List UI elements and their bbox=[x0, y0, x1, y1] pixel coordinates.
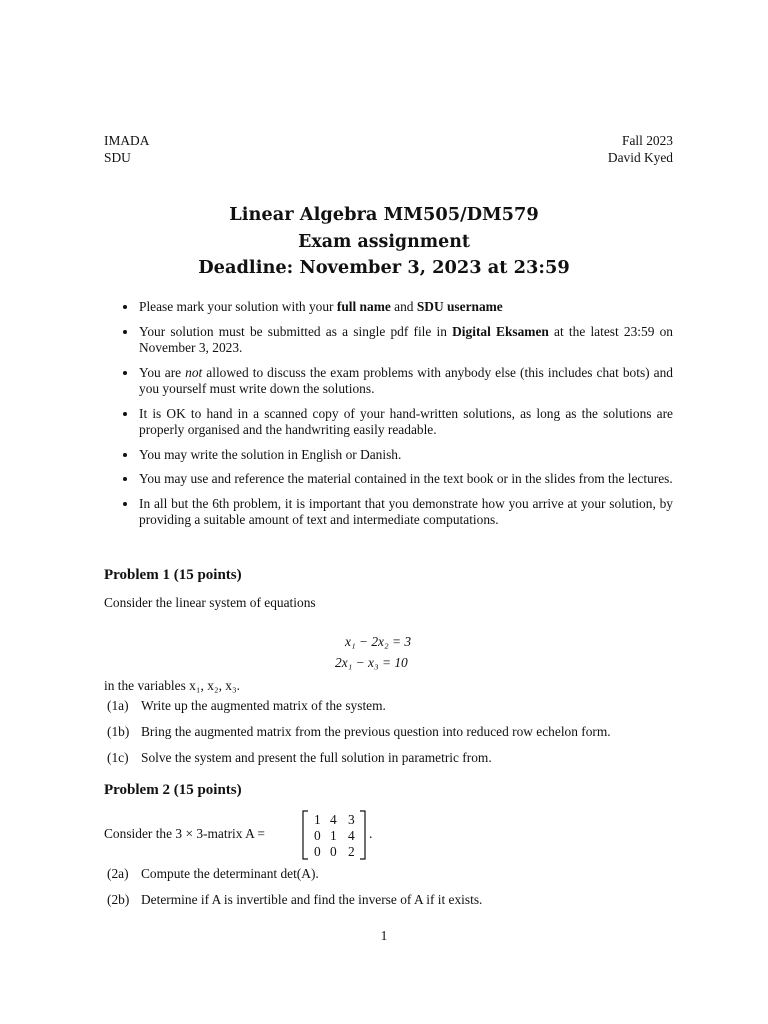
question-text: Determine if A is invertible and find the inverse of A if it exists. bbox=[141, 892, 483, 907]
instruction-item: Please mark your solution with your full name and SDU username bbox=[123, 299, 673, 316]
question-text: Compute the determinant det(A). bbox=[141, 866, 319, 881]
bullet-icon bbox=[123, 502, 127, 506]
question-label: (2b) bbox=[107, 892, 130, 907]
question-label: (1b) bbox=[107, 724, 130, 739]
question-1c bbox=[107, 750, 492, 767]
question-1a bbox=[107, 698, 386, 715]
matrix-cell: 0 bbox=[314, 844, 321, 859]
question-text: Solve the system and present the full solution in parametric from. bbox=[141, 750, 492, 765]
matrix-period: . bbox=[369, 826, 373, 841]
bullet-icon bbox=[123, 477, 127, 481]
question-2b bbox=[107, 892, 482, 909]
instruction-item: You may use and reference the material contained in the text book or in the slides from the lectures. bbox=[123, 471, 673, 488]
institute-name: IMADA bbox=[104, 133, 150, 148]
matrix-cell: 3 bbox=[348, 812, 355, 827]
semester: Fall 2023 bbox=[622, 133, 673, 148]
equation-2: 2x₁ − x₃ = 10 bbox=[335, 655, 408, 670]
question-text: Bring the augmented matrix from the previous question into reduced row echelon form. bbox=[141, 724, 611, 739]
matrix-cell: 1 bbox=[314, 812, 321, 827]
assignment-title: Exam assignment bbox=[298, 231, 470, 252]
question-label: (1a) bbox=[107, 698, 129, 713]
question-label: (1c) bbox=[107, 750, 129, 765]
problem-1-variables: in the variables x₁, x₂, x₃. bbox=[104, 678, 240, 693]
header-right bbox=[608, 133, 673, 167]
question-text: Write up the augmented matrix of the system. bbox=[141, 698, 386, 713]
instructions-list bbox=[123, 299, 673, 529]
instruction-item: It is OK to hand in a scanned copy of your hand-written solutions, as long as the solutions are properly organised and the handwriting easily readable. bbox=[123, 406, 673, 439]
course-title: Linear Algebra MM505/DM579 bbox=[229, 204, 539, 225]
bullet-icon bbox=[123, 453, 127, 457]
page-number: 1 bbox=[380, 928, 388, 943]
equation-1: x₁ − 2x₂ = 3 bbox=[345, 634, 412, 649]
matrix-cell: 0 bbox=[330, 844, 337, 859]
matrix-cell: 1 bbox=[330, 828, 337, 843]
bullet-icon bbox=[123, 305, 127, 309]
instruction-item: In all but the 6th problem, it is important that you demonstrate how you arrive at your solution, by providing a suitable amount of text and intermediate computations. bbox=[123, 496, 673, 529]
instruction-item: Your solution must be submitted as a single pdf file in Digital Eksamen at the latest 23:59 on November 3, 2023. bbox=[123, 324, 673, 357]
bullet-icon bbox=[123, 371, 127, 375]
deadline-title: Deadline: November 3, 2023 at 23:59 bbox=[198, 257, 570, 278]
bullet-icon bbox=[123, 330, 127, 334]
problem-1-title: Problem 1 (15 points) bbox=[104, 567, 242, 583]
matrix-A bbox=[302, 810, 374, 862]
question-2a bbox=[107, 866, 319, 883]
author-name: David Kyed bbox=[607, 150, 673, 165]
matrix-cell: 0 bbox=[314, 828, 321, 843]
header-left bbox=[104, 133, 149, 167]
instruction-item: You may write the solution in English or Danish. bbox=[123, 447, 673, 464]
question-label: (2a) bbox=[107, 866, 129, 881]
bullet-icon bbox=[123, 412, 127, 416]
question-1b bbox=[107, 724, 611, 741]
title-block bbox=[0, 202, 768, 282]
problem-1-intro: Consider the linear system of equations bbox=[104, 595, 316, 610]
problem-2-title: Problem 2 (15 points) bbox=[104, 782, 242, 798]
matrix-cell: 4 bbox=[348, 828, 355, 843]
matrix-cell: 4 bbox=[330, 812, 337, 827]
matrix-intro: Consider the 3 × 3-matrix A = bbox=[104, 826, 265, 841]
matrix-cell: 2 bbox=[348, 844, 355, 859]
instruction-item: You are not allowed to discuss the exam problems with anybody else (this includes chat bots) and you yourself must write down the solutions. bbox=[123, 365, 673, 398]
university-name: SDU bbox=[104, 150, 131, 165]
